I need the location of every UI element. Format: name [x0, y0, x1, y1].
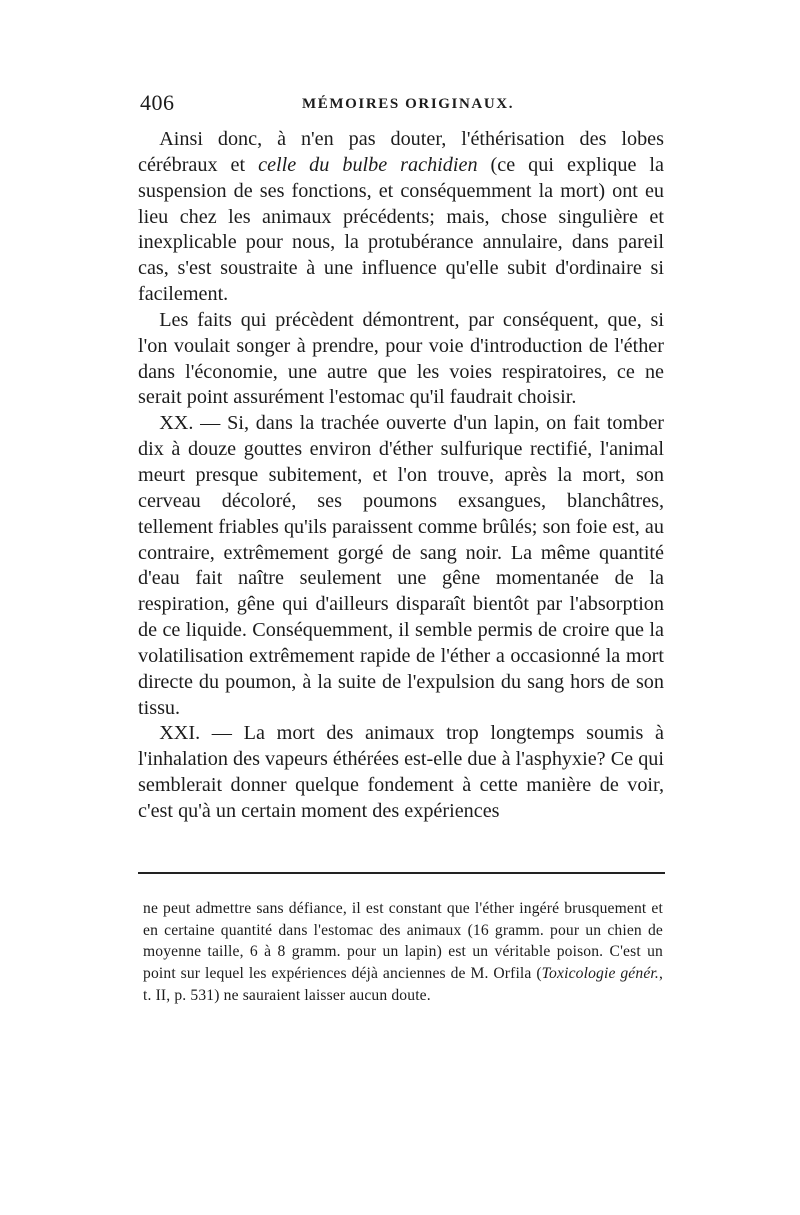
running-title: MÉMOIRES ORIGINAUX.	[302, 96, 515, 112]
paragraph-text: Ainsi donc, à n'en pas douter, l'éthérisation des lobes cérébraux et	[138, 128, 664, 176]
footnote-text	[143, 898, 663, 1007]
footnote-text-part: ne peut admettre sans défiance, il est constant que l'éther ingéré brusquement et en certaine quantité dans l'estomac des animaux (16 gramm. pour un chien de moyenne taille, 6 à 8 gramm. pour un lapin) est un véritable poison. C'est un point sur lequel les expériences déjà anciennes de M. Orfila (	[143, 900, 663, 983]
paragraph-text: XXI. — La mort des animaux trop longtemps soumis à l'inhalation des vapeurs éthérées est-elle due à l'asphyxie? Ce qui semblerait donner quelque fondement à cette manière de voir, c'est qu'à un certain moment des expériences	[138, 722, 664, 822]
footnote	[143, 898, 663, 1007]
main-text	[138, 127, 664, 825]
paragraph-text: XX. — Si, dans la trachée ouverte d'un lapin, on fait tomber dix à douze gouttes environ d'éther sulfurique rectifié, l'animal meurt presque subitement, et l'on trouve, après la mort, son cerveau décoloré, ses poumons exsangues, blanchâtres, tellement friables qu'ils paraissent comme brûlés; son foie est, au contraire, extrêmement gorgé de sang noir. La même quantité d'eau fait naître seulement une gêne momentanée de la respiration, gêne qui d'ailleurs disparaît bientôt par l'absorption de ce liquide. Conséquemment, il semble permis de croire que la volatilisation extrêmement rapide de l'éther a occasionné la mort directe du poumon, à la suite de l'expulsion du sang hors de son tissu.	[138, 412, 664, 719]
paragraph	[138, 308, 664, 411]
paragraph	[138, 127, 664, 308]
footnote-italic-title: Toxicologie génér.	[541, 965, 659, 983]
footnote-separator	[138, 872, 665, 874]
paragraph-text: (ce qui explique la suspension de ses fonctions, et conséquemment la mort) ont eu lieu chez les animaux précédents; mais, chose singulière et inexplicable pour nous, la protubérance annulaire, dans pareil cas, s'est soustraite à une influence qu'elle subit d'ordinaire si facilement.	[138, 153, 665, 306]
paragraph-section-xx	[138, 411, 664, 721]
paragraph-section-xxi	[138, 721, 664, 824]
italic-phrase: celle du bulbe rachidien	[258, 153, 478, 176]
paragraph-text: Les faits qui précèdent démontrent, par conséquent, que, si l'on voulait songer à prendre, pour voie d'introduction de l'éther dans l'économie, une autre que les voies respiratoires, ce ne serait point assurément l'estomac qu'il faudrait choisir.	[138, 308, 664, 409]
footnote-text-part: , t. II, p. 531) ne sauraient laisser aucun doute.	[143, 965, 663, 1004]
page-number: 406	[140, 90, 175, 115]
